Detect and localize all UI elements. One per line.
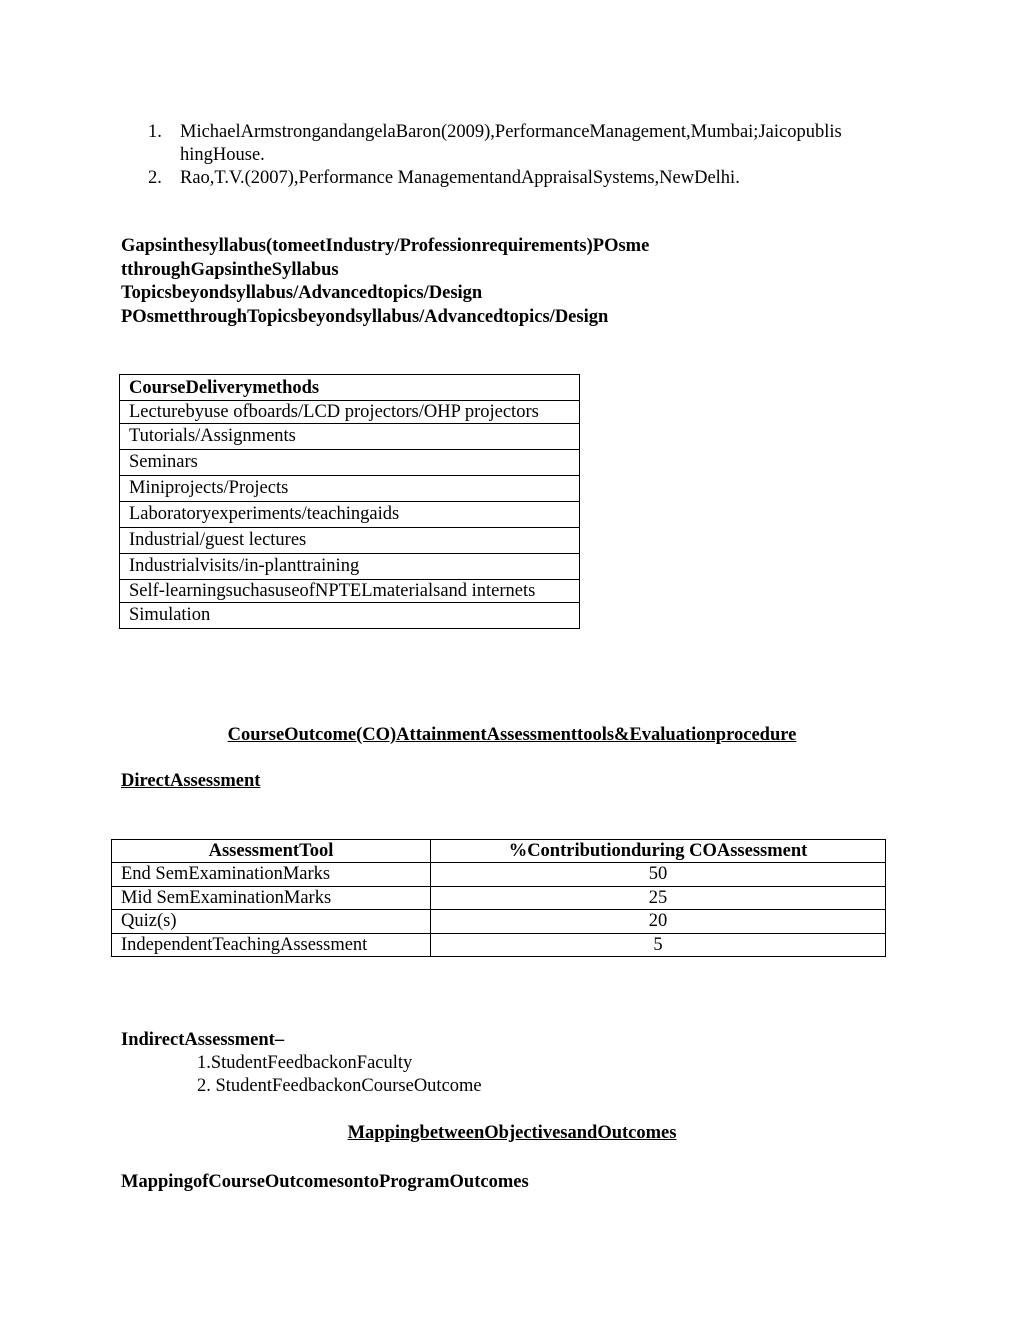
table-cell: Industrialvisits/in-planttraining — [120, 554, 580, 580]
gaps-heading-line: POsmetthroughTopicsbeyondsyllabus/Advancedtopics/Design — [121, 306, 609, 327]
table-cell: Simulation — [120, 603, 580, 629]
reference-number: 1. — [148, 122, 162, 142]
reference-text: Rao,T.V.(2007),Performance ManagementandAppraisalSystems,NewDelhi. — [180, 168, 740, 188]
table-row — [112, 933, 886, 956]
table-cell: Seminars — [120, 450, 580, 476]
reference-list — [148, 121, 908, 190]
table-row — [112, 910, 886, 933]
table-row — [112, 886, 886, 909]
reference-text: MichaelArmstrongandangelaBaron(2009),PerformanceManagement,Mumbai;Jaicopublis hingHouse. — [180, 122, 842, 165]
table-cell: Lecturebyuse ofboards/LCD projectors/OHP projectors — [120, 401, 580, 424]
contribution-cell: 50 — [431, 863, 886, 886]
table-row — [120, 476, 580, 502]
mapping-subtitle: MappingofCourseOutcomesontoProgramOutcomes — [121, 1172, 529, 1192]
assessment-tool-cell: IndependentTeachingAssessment — [112, 933, 431, 956]
reference-number: 2. — [148, 168, 162, 188]
assessment-tool-cell: Quiz(s) — [112, 910, 431, 933]
list-item: 1.StudentFeedbackonFaculty — [197, 1053, 413, 1073]
table-row — [120, 424, 580, 450]
table-row — [120, 603, 580, 629]
reference-item — [148, 121, 908, 167]
contribution-cell: 25 — [431, 886, 886, 909]
contribution-cell: 5 — [431, 933, 886, 956]
table-row — [120, 401, 580, 424]
direct-assessment-title: DirectAssessment — [121, 771, 261, 791]
indirect-assessment-title: IndirectAssessment– — [121, 1030, 285, 1050]
list-item: 2. StudentFeedbackonCourseOutcome — [197, 1076, 482, 1096]
column-header: AssessmentTool — [112, 840, 431, 863]
table-row — [120, 450, 580, 476]
table-cell: Industrial/guest lectures — [120, 528, 580, 554]
gaps-heading-line: Gapsinthesyllabus(tomeetIndustry/Professionrequirements)POsme — [121, 236, 650, 256]
table-cell: Tutorials/Assignments — [120, 424, 580, 450]
table-row — [120, 554, 580, 580]
assessment-tool-cell: Mid SemExaminationMarks — [112, 886, 431, 909]
table-row — [112, 863, 886, 886]
table-row — [120, 528, 580, 554]
co-attainment-title: CourseOutcome(CO)AttainmentAssessmenttools&Evaluationprocedure — [227, 725, 797, 745]
gaps-heading-line: Topicsbeyondsyllabus/Advancedtopics/Design — [121, 283, 483, 303]
mapping-title: MappingbetweenObjectivesandOutcomes — [347, 1123, 677, 1143]
indirect-assessment-section — [121, 1029, 482, 1098]
gaps-heading-line: tthroughGapsintheSyllabus — [121, 259, 339, 280]
table-cell: Self-learningsuchasuseofNPTELmaterialsand internets — [120, 580, 580, 603]
table-cell: Miniprojects/Projects — [120, 476, 580, 502]
assessment-table — [111, 839, 886, 957]
gaps-section — [121, 235, 761, 329]
course-delivery-table — [119, 374, 580, 629]
table-cell: Laboratoryexperiments/teachingaids — [120, 502, 580, 528]
column-header: %Contributionduring COAssessment — [431, 840, 886, 863]
table-row — [120, 580, 580, 603]
contribution-cell: 20 — [431, 910, 886, 933]
assessment-tool-cell: End SemExaminationMarks — [112, 863, 431, 886]
table-header-row — [112, 840, 886, 863]
table-row — [120, 502, 580, 528]
reference-item — [148, 167, 908, 190]
table-header: CourseDeliverymethods — [120, 375, 580, 401]
